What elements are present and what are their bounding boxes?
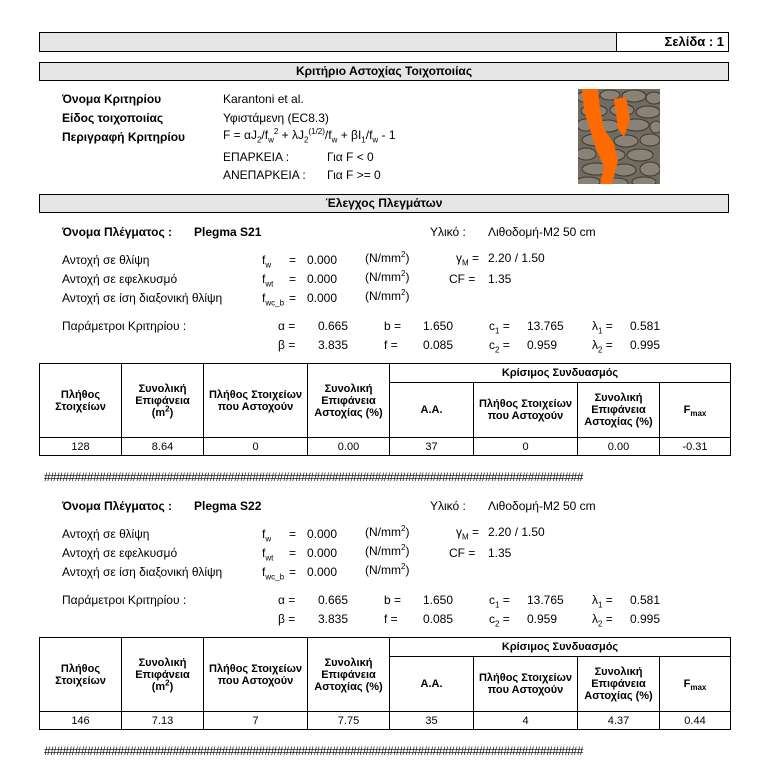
f-value: 0.085 [423, 612, 454, 626]
fw-symbol: $f_w$ [262, 253, 272, 270]
lambda2-label: $\lambda_2$ = [592, 612, 613, 629]
b-value: 1.650 [423, 319, 454, 333]
cell-critical-area: 0.00 [578, 438, 660, 456]
fw-value: 0.000 [307, 253, 338, 267]
biaxial-label: Αντοχή σε ίση διαξονική θλίψη [62, 565, 223, 579]
cell-fmax: 0.44 [660, 712, 731, 730]
fwt-unit: $(N/mm^2)$ [365, 269, 410, 284]
material-value: Λιθοδομή-Μ2 50 cm [488, 499, 596, 513]
compression-label: Αντοχή σε θλίψη [62, 527, 150, 541]
fwt-symbol: $f_{wt}$ [262, 272, 274, 289]
material-value: Λιθοδομή-Μ2 50 cm [488, 225, 596, 239]
eq: = [289, 565, 297, 579]
cell-count: 146 [40, 712, 122, 730]
params-label: Παράμετροι Κριτηρίου : [62, 319, 187, 333]
header-failed-area: Συνολική Επιφάνεια Αστοχίας (%) [308, 364, 390, 438]
fwt-unit: $(N/mm^2)$ [365, 543, 410, 558]
criterion-desc-label: Περιγραφή Κριτηρίου [62, 130, 186, 144]
criterion-name-label: Όνομα Κριτηρίου [62, 92, 162, 106]
adequacy-condition: Για F < 0 [327, 150, 374, 164]
fwcb-value: 0.000 [307, 291, 338, 305]
cell-critical-area: 4.37 [578, 712, 660, 730]
alpha-label: α = [278, 319, 296, 333]
c2-value: 0.959 [527, 338, 558, 352]
gamma-m-symbol: $\gamma_M$ = [456, 251, 480, 268]
header-critical-area: Συνολική Επιφάνεια Αστοχίας (%) [578, 383, 660, 438]
criterion-name-value: Karantoni et al. [223, 92, 304, 106]
eq: = [289, 253, 297, 267]
b-label: b = [384, 319, 402, 333]
separator-line: ######################################################################################## [44, 470, 583, 484]
fw-value: 0.000 [307, 527, 338, 541]
cell-count: 128 [40, 438, 122, 456]
eq: = [289, 291, 297, 305]
header-total-area: Συνολική Επιφάνεια $(m^2)$ [122, 364, 204, 438]
f-value: 0.085 [423, 338, 454, 352]
lambda2-label: $\lambda_2$ = [592, 338, 613, 355]
cell-area: 7.13 [122, 712, 204, 730]
header-failed-elements: Πλήθος Στοιχείων που Αστοχούν [204, 364, 308, 438]
header-failed-elements: Πλήθος Στοιχείων που Αστοχούν [204, 638, 308, 712]
cell-area: 8.64 [122, 438, 204, 456]
c1-value: 13.765 [527, 319, 564, 333]
fw-symbol: $f_w$ [262, 527, 272, 544]
mesh-name-label: Όνομα Πλέγματος : [62, 499, 173, 513]
c1-value: 13.765 [527, 593, 564, 607]
fwt-symbol: $f_{wt}$ [262, 546, 274, 563]
params-label: Παράμετροι Κριτηρίου : [62, 593, 187, 607]
cell-critical-failed: 0 [474, 438, 578, 456]
separator-line: ######################################################################################## [44, 744, 583, 758]
fwt-value: 0.000 [307, 546, 338, 560]
cf-label: CF = [449, 546, 476, 560]
cell-failed: 7 [204, 712, 308, 730]
c1-label: $c_1$ = [489, 319, 510, 336]
cell-failed-area: 0.00 [308, 438, 390, 456]
fw-unit: $(N/mm^2)$ [365, 250, 410, 265]
beta-value: 3.835 [318, 338, 349, 352]
fwcb-unit: $(N/mm^2)$ [365, 288, 410, 303]
material-label: Υλικό : [430, 499, 466, 513]
header-critical-failed: Πλήθος Στοιχείων που Αστοχούν [474, 383, 578, 438]
material-label: Υλικό : [430, 225, 466, 239]
header-element-count: Πλήθος Στοιχείων [40, 364, 122, 438]
criterion-section-title: Κριτήριο Αστοχίας Τοιχοποιίας [39, 62, 729, 81]
table-row [40, 712, 731, 730]
table-row [40, 438, 731, 456]
cell-aa: 35 [390, 712, 474, 730]
inadequacy-label: ΑΝΕΠΑΡΚΕΙΑ : [223, 168, 306, 182]
lambda1-value: 0.581 [630, 319, 661, 333]
f-label: f = [384, 338, 398, 352]
mesh-check-section-title: Έλεγχος Πλεγμάτων [39, 194, 729, 213]
criterion-type-value: Υφιστάμενη (EC8.3) [223, 111, 329, 125]
cf-value: 1.35 [488, 546, 512, 560]
tension-label: Αντοχή σε εφελκυσμό [62, 546, 178, 560]
cell-failed: 0 [204, 438, 308, 456]
compression-label: Αντοχή σε θλίψη [62, 253, 150, 267]
biaxial-label: Αντοχή σε ίση διαξονική θλίψη [62, 291, 223, 305]
cell-critical-failed: 4 [474, 712, 578, 730]
header-fmax: $F_{max}$ [660, 657, 731, 712]
cell-failed-area: 7.75 [308, 712, 390, 730]
fw-unit: $(N/mm^2)$ [365, 524, 410, 539]
mesh-name: Plegma S22 [194, 499, 262, 513]
beta-label: β = [278, 612, 296, 626]
mesh-name-label: Όνομα Πλέγματος : [62, 225, 173, 239]
tension-label: Αντοχή σε εφελκυσμό [62, 272, 178, 286]
gamma-m-value: 2.20 / 1.50 [488, 251, 545, 265]
eq: = [289, 546, 297, 560]
fwt-value: 0.000 [307, 272, 338, 286]
header-critical-failed: Πλήθος Στοιχείων που Αστοχούν [474, 657, 578, 712]
cell-aa: 37 [390, 438, 474, 456]
gamma-m-value: 2.20 / 1.50 [488, 525, 545, 539]
alpha-value: 0.665 [318, 319, 349, 333]
mesh-name: Plegma S21 [194, 225, 262, 239]
fwcb-symbol: $f_{wc\_b}$ [262, 291, 285, 308]
gamma-m-symbol: $\gamma_M$ = [456, 525, 480, 542]
mesh-results-table-2 [39, 637, 731, 730]
lambda1-label: $\lambda_1$ = [592, 593, 613, 610]
b-value: 1.650 [423, 593, 454, 607]
c2-label: $c_2$ = [489, 612, 510, 629]
c1-label: $c_1$ = [489, 593, 510, 610]
lambda2-value: 0.995 [630, 612, 661, 626]
fwcb-value: 0.000 [307, 565, 338, 579]
beta-value: 3.835 [318, 612, 349, 626]
fwcb-symbol: $f_{wc\_b}$ [262, 565, 285, 582]
header-critical-area: Συνολική Επιφάνεια Αστοχίας (%) [578, 657, 660, 712]
header-failed-area: Συνολική Επιφάνεια Αστοχίας (%) [308, 638, 390, 712]
criterion-formula: $F = \alpha J_2/f_w^2 + \lambda J_2^{(1/2)}/f_w + \beta I_1/f_w - 1$ [223, 127, 396, 145]
lambda1-label: $\lambda_1$ = [592, 319, 613, 336]
header-total-area: Συνολική Επιφάνεια $(m^2)$ [122, 638, 204, 712]
c2-value: 0.959 [527, 612, 558, 626]
header-element-count: Πλήθος Στοιχείων [40, 638, 122, 712]
page-header-bar [39, 32, 729, 52]
b-label: b = [384, 593, 402, 607]
alpha-label: α = [278, 593, 296, 607]
cf-label: CF = [449, 272, 476, 286]
f-label: f = [384, 612, 398, 626]
criterion-type-label: Είδος τοιχοποιίας [62, 111, 164, 125]
eq: = [289, 527, 297, 541]
page-number: Σελίδα : 1 [616, 33, 728, 51]
header-critical-combination: Κρίσιμος Συνδυασμός [390, 638, 731, 657]
beta-label: β = [278, 338, 296, 352]
header-critical-combination: Κρίσιμος Συνδυασμός [390, 364, 731, 383]
header-aa: Α.Α. [390, 657, 474, 712]
masonry-photo [578, 89, 660, 184]
c2-label: $c_2$ = [489, 338, 510, 355]
adequacy-label: ΕΠΑΡΚΕΙΑ : [223, 150, 290, 164]
header-aa: Α.Α. [390, 383, 474, 438]
eq: = [289, 272, 297, 286]
lambda2-value: 0.995 [630, 338, 661, 352]
cell-fmax: -0.31 [660, 438, 731, 456]
inadequacy-condition: Για F >= 0 [327, 168, 381, 182]
alpha-value: 0.665 [318, 593, 349, 607]
lambda1-value: 0.581 [630, 593, 661, 607]
cf-value: 1.35 [488, 272, 512, 286]
mesh-results-table-1 [39, 363, 731, 456]
fwcb-unit: $(N/mm^2)$ [365, 562, 410, 577]
header-fmax: $F_{max}$ [660, 383, 731, 438]
